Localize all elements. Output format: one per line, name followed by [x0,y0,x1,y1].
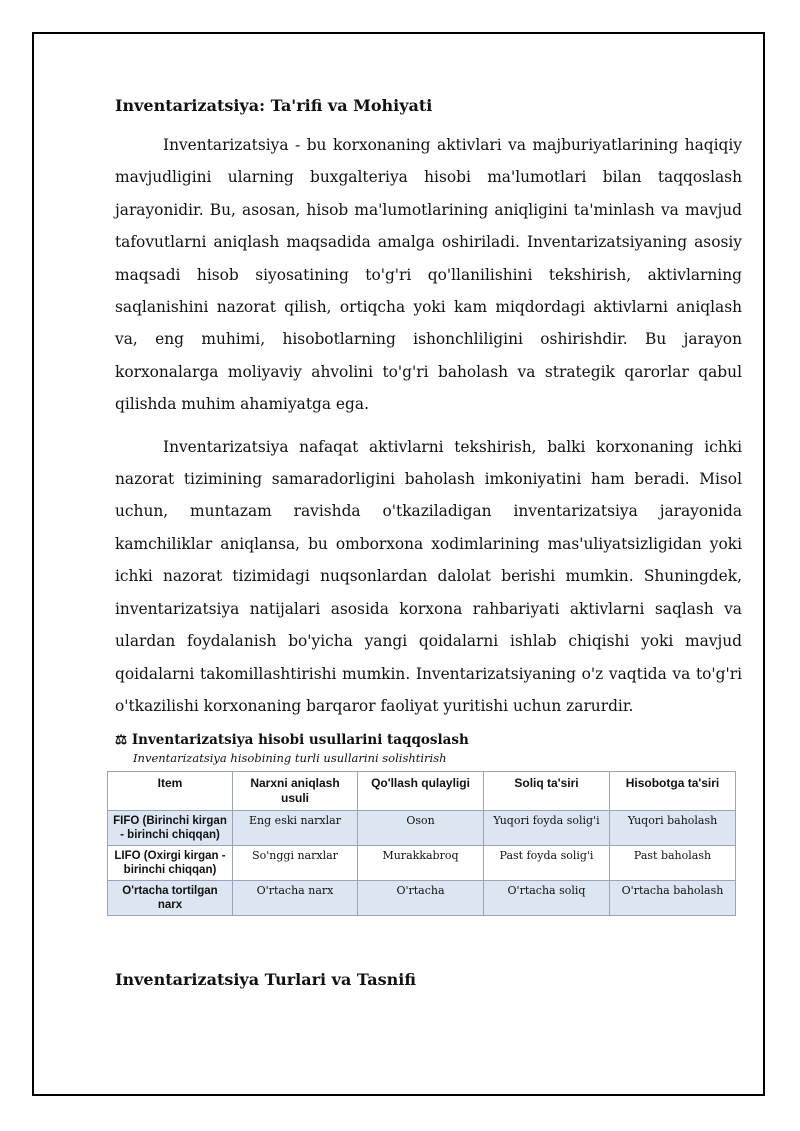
column-header: Soliq ta'siri [484,772,610,811]
comparison-table [107,771,736,916]
table-header-row [108,772,736,811]
table-cell: Yuqori foyda solig'i [484,811,610,846]
scales-icon: ⚖ [115,732,128,749]
table-cell: O'rtacha narx [233,881,358,916]
table-cell: Yuqori baholash [610,811,736,846]
table-cell: Eng eski narxlar [233,811,358,846]
table-cell: O'rtacha [358,881,484,916]
table-row [108,881,736,916]
table-subtitle: Inventarizatsiya hisobining turli usullarini solishtirish [133,751,447,766]
table-cell: O'rtacha tortilgan narx [108,881,233,916]
table-cell: Past baholash [610,846,736,881]
section-title: Inventarizatsiya Turlari va Tasnifi [115,970,417,990]
section-title: Inventarizatsiya: Ta'rifi va Mohiyati [115,96,433,115]
column-header: Hisobotga ta'siri [610,772,736,811]
table-cell: So'nggi narxlar [233,846,358,881]
paragraph: Inventarizatsiya nafaqat aktivlarni tekshirish, balki korxonaning ichki nazorat tizimining samaradorligini baholash imkoniyatini ham beradi. Misol uchun, muntazam ravishda o'tkaziladigan inventarizatsiya jarayonida kamchiliklar aniqlansa, bu omborxona xodimlarining mas'uliyatsizligidan yoki ichki nazorat tizimidagi nuqsonlardan dalolat berishi mumkin. Shuningdek, inventarizatsiya natijalari asosida korxona rahbariyati aktivlarni saqlash va ulardan foydalanish bo'yicha yangi qoidalarni ishlab chiqishi yoki mavjud qoidalarni takomillashtirishi mumkin. Inventarizatsiyaning o'z vaqtida va to'g'ri o'tkazilishi korxonaning barqaror faoliyat yuritishi uchun zarurdir. [115,437,742,715]
table-row [108,811,736,846]
table-cell: Murakkabroq [358,846,484,881]
table-cell: O'rtacha soliq [484,881,610,916]
table-row [108,846,736,881]
table-title [115,732,742,748]
table-cell: O'rtacha baholash [610,881,736,916]
table-cell: LIFO (Oxirgi kirgan - birinchi chiqqan) [108,846,233,881]
table-cell: Oson [358,811,484,846]
document-content [115,96,742,1003]
column-header: Narxni aniqlash usuli [233,772,358,811]
table-title-text: Inventarizatsiya hisobi usullarini taqqoslash [131,732,469,749]
table-cell: FIFO (Birinchi kirgan - birinchi chiqqan) [108,811,233,846]
column-header: Qo'llash qulayligi [358,772,484,811]
table-cell: Past foyda solig'i [484,846,610,881]
column-header: Item [108,772,233,811]
paragraph: Inventarizatsiya - bu korxonaning aktivlari va majburiyatlarining haqiqiy mavjudligini ularning buxgalteriya hisobi ma'lumotlari bilan taqqoslash jarayonidir. Bu, asosan, hisob ma'lumotlarining aniqligini ta'minlash va mavjud tafovutlarni aniqlash maqsadida amalga oshiriladi. Inventarizatsiyaning asosiy maqsadi hisob siyosatining to'g'ri qo'llanilishini tekshirish, aktivlarning saqlanishini nazorat qilish, ortiqcha yoki kam miqdordagi aktivlarni aniqlash va, eng muhimi, hisobotlarning ishonchliligini oshirishdir. Bu jarayon korxonalarga moliyaviy ahvolini to'g'ri baholash va strategik qarorlar qabul qilishda muhim ahamiyatga ega. [115,136,742,414]
